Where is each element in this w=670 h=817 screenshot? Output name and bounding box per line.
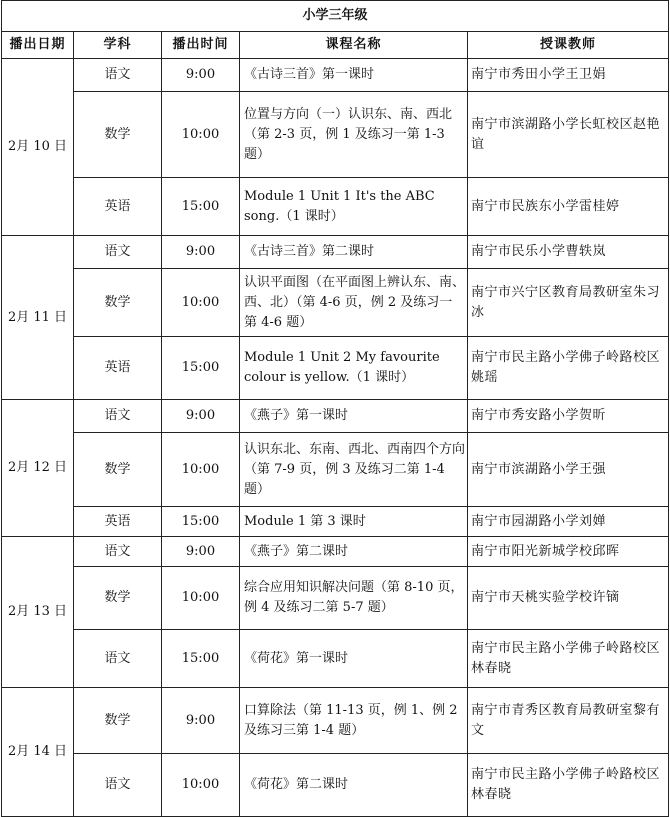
table-row (2, 269, 669, 337)
course-name-cell: Module 1 Unit 2 My favourite colour is yellow.（1 课时） (240, 337, 468, 400)
broadcast-date-cell: 2月 11 日 (2, 236, 74, 400)
subject-cell: 数学 (74, 92, 162, 178)
teacher-cell: 南宁市秀田小学王卫娟 (468, 59, 669, 92)
subject-cell: 数学 (74, 567, 162, 630)
subject-cell: 语文 (74, 400, 162, 433)
course-name-cell: 位置与方向（一）认识东、南、西北（第 2-3 页，例 1 及练习一第 1-3 题） (240, 92, 468, 178)
teacher-cell: 南宁市民主路小学佛子岭路校区林春晓 (468, 754, 669, 817)
table-row (2, 92, 669, 178)
subject-cell: 英语 (74, 337, 162, 400)
teacher-cell: 南宁市民主路小学佛子岭路校区姚瑶 (468, 337, 669, 400)
table-row (2, 236, 669, 269)
teacher-cell: 南宁市兴宁区教育局教研室朱习冰 (468, 269, 669, 337)
course-name-cell: 认识平面图（在平面图上辨认东、南、西、北）（第 4-6 页，例 2 及练习一第 4-6 题） (240, 269, 468, 337)
time-cell: 10:00 (162, 92, 240, 178)
header-date: 播出日期 (2, 32, 74, 59)
header-subject: 学科 (74, 32, 162, 59)
broadcast-date-cell: 2月 12 日 (2, 400, 74, 537)
teacher-cell: 南宁市阳光新城学校邱晖 (468, 537, 669, 567)
table-row (2, 337, 669, 400)
subject-cell: 数学 (74, 269, 162, 337)
subject-cell: 数学 (74, 688, 162, 754)
subject-cell: 英语 (74, 178, 162, 236)
time-cell: 15:00 (162, 178, 240, 236)
table-row (2, 567, 669, 630)
subject-cell: 语文 (74, 754, 162, 817)
course-name-cell: 《燕子》第一课时 (240, 400, 468, 433)
time-cell: 15:00 (162, 630, 240, 688)
subject-cell: 数学 (74, 433, 162, 507)
header-teacher: 授课教师 (468, 32, 669, 59)
schedule-page (1, 0, 668, 817)
header-course: 课程名称 (240, 32, 468, 59)
table-row (2, 688, 669, 754)
time-cell: 10:00 (162, 754, 240, 817)
header-time: 播出时间 (162, 32, 240, 59)
table-row (2, 754, 669, 817)
time-cell: 9:00 (162, 59, 240, 92)
broadcast-date-cell: 2月 13 日 (2, 537, 74, 688)
teacher-cell: 南宁市滨湖路小学长虹校区赵艳谊 (468, 92, 669, 178)
teacher-cell: 南宁市秀安路小学贺昕 (468, 400, 669, 433)
course-name-cell: 《古诗三首》第二课时 (240, 236, 468, 269)
course-name-cell: 《古诗三首》第一课时 (240, 59, 468, 92)
table-row (2, 433, 669, 507)
broadcast-date-cell: 2月 14 日 (2, 688, 74, 817)
time-cell: 9:00 (162, 537, 240, 567)
table-row (2, 537, 669, 567)
time-cell: 15:00 (162, 507, 240, 537)
teacher-cell: 南宁市园湖路小学刘婵 (468, 507, 669, 537)
table-row (2, 178, 669, 236)
subject-cell: 语文 (74, 236, 162, 269)
table-title: 小学三年级 (2, 1, 669, 32)
teacher-cell: 南宁市民族东小学雷桂婷 (468, 178, 669, 236)
schedule-table (1, 0, 669, 817)
table-row (2, 400, 669, 433)
teacher-cell: 南宁市民乐小学曹轶岚 (468, 236, 669, 269)
time-cell: 10:00 (162, 433, 240, 507)
table-row (2, 507, 669, 537)
teacher-cell: 南宁市民主路小学佛子岭路校区林春晓 (468, 630, 669, 688)
title-row (2, 1, 669, 32)
time-cell: 9:00 (162, 236, 240, 269)
time-cell: 9:00 (162, 688, 240, 754)
time-cell: 9:00 (162, 400, 240, 433)
course-name-cell: Module 1 第 3 课时 (240, 507, 468, 537)
teacher-cell: 南宁市青秀区教育局教研室黎有文 (468, 688, 669, 754)
subject-cell: 语文 (74, 59, 162, 92)
subject-cell: 英语 (74, 507, 162, 537)
course-name-cell: 《燕子》第二课时 (240, 537, 468, 567)
subject-cell: 语文 (74, 630, 162, 688)
course-name-cell: 认识东北、东南、西北、西南四个方向（第 7-9 页，例 3 及练习二第 1-4 题） (240, 433, 468, 507)
time-cell: 15:00 (162, 337, 240, 400)
course-name-cell: 《荷花》第二课时 (240, 754, 468, 817)
teacher-cell: 南宁市天桃实验学校许镝 (468, 567, 669, 630)
course-name-cell: 《荷花》第一课时 (240, 630, 468, 688)
broadcast-date-cell: 2月 10 日 (2, 59, 74, 236)
subject-cell: 语文 (74, 537, 162, 567)
teacher-cell: 南宁市滨湖路小学王强 (468, 433, 669, 507)
time-cell: 10:00 (162, 567, 240, 630)
table-row (2, 59, 669, 92)
table-row (2, 630, 669, 688)
time-cell: 10:00 (162, 269, 240, 337)
header-row (2, 32, 669, 59)
course-name-cell: 综合应用知识解决问题（第 8-10 页，例 4 及练习二第 5-7 题） (240, 567, 468, 630)
course-name-cell: 口算除法（第 11-13 页，例 1、例 2 及练习三第 1-4 题） (240, 688, 468, 754)
course-name-cell: Module 1 Unit 1 It's the ABC song.（1 课时） (240, 178, 468, 236)
